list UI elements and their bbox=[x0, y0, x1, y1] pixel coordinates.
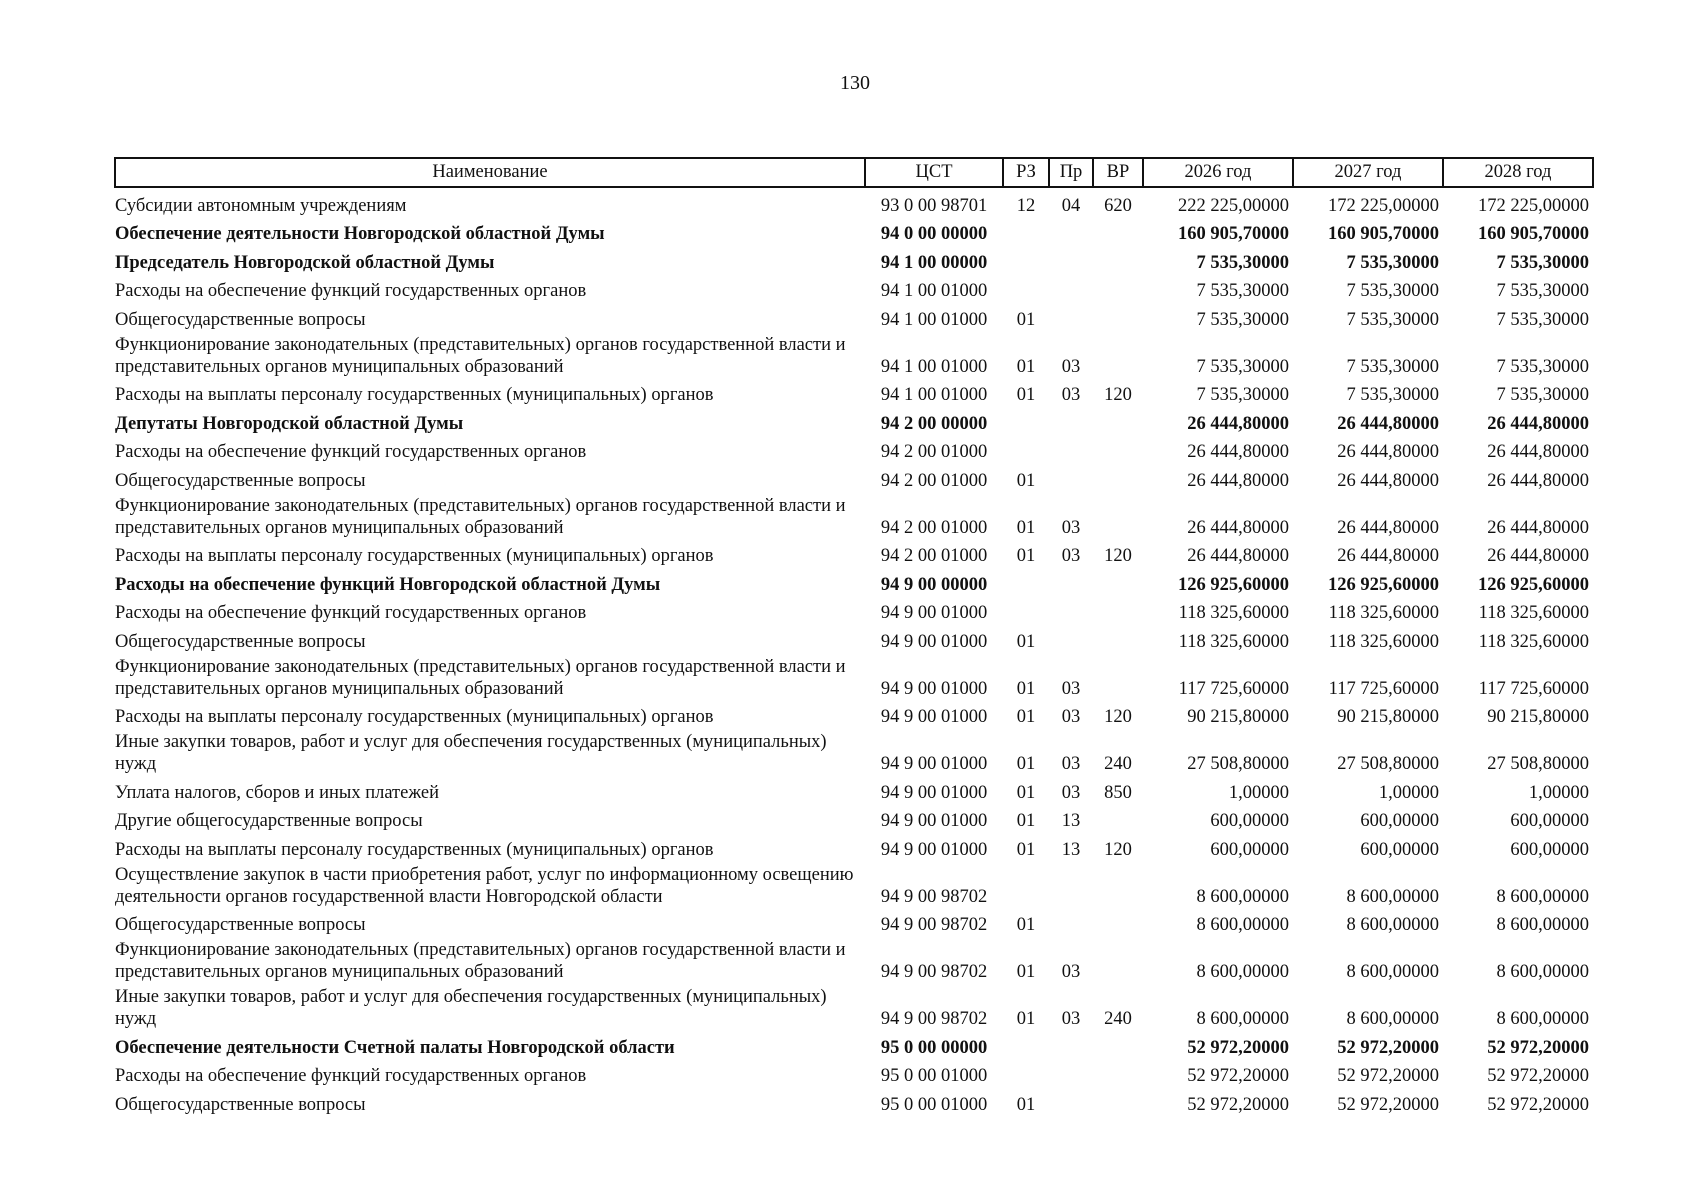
cell-pr bbox=[1049, 406, 1093, 435]
cell-2027: 7 535,30000 bbox=[1346, 281, 1439, 301]
table-row bbox=[115, 936, 1593, 983]
cell-name: Расходы на обеспечение функций государственных органов bbox=[115, 442, 587, 462]
table-row bbox=[115, 302, 1593, 331]
cell-2027: 1,00000 bbox=[1378, 782, 1439, 803]
cell-cst: 95 0 00 00000 bbox=[880, 1037, 988, 1058]
cell-2028: 172 225,00000 bbox=[1478, 195, 1589, 216]
cell-2028: 7 535,30000 bbox=[1496, 356, 1589, 377]
table-row bbox=[115, 700, 1593, 729]
cell-2026: 7 535,30000 bbox=[1196, 356, 1289, 377]
cell-rz bbox=[1003, 1059, 1049, 1088]
cell-cst: 94 1 00 00000 bbox=[880, 252, 988, 273]
cell-cst: 94 9 00 98702 bbox=[880, 915, 988, 935]
cell-rz: 01 bbox=[1016, 517, 1036, 538]
cell-cst: 94 9 00 01000 bbox=[880, 782, 988, 803]
cell-pr bbox=[1049, 624, 1093, 653]
cell-2026: 160 905,70000 bbox=[1178, 224, 1289, 244]
table-row bbox=[115, 832, 1593, 861]
cell-2028: 118 325,60000 bbox=[1478, 603, 1589, 623]
cell-cst: 94 2 00 00000 bbox=[880, 413, 988, 434]
cell-2026: 600,00000 bbox=[1210, 811, 1289, 831]
cell-2027: 600,00000 bbox=[1360, 811, 1439, 831]
cell-name: Субсидии автономным учреждениям bbox=[115, 195, 407, 216]
cell-2028: 7 535,30000 bbox=[1496, 309, 1589, 330]
budget-table bbox=[114, 157, 1594, 1116]
header-2028: 2028 год bbox=[1443, 158, 1593, 187]
cell-pr bbox=[1049, 1030, 1093, 1059]
cell-2026: 117 725,60000 bbox=[1178, 678, 1289, 699]
cell-cst: 94 9 00 98702 bbox=[880, 886, 988, 907]
cell-pr: 03 bbox=[1061, 678, 1081, 699]
cell-vr bbox=[1093, 936, 1143, 983]
cell-pr bbox=[1049, 274, 1093, 303]
cell-name: Расходы на обеспечение функций государственных органов bbox=[115, 603, 587, 623]
cell-pr bbox=[1049, 217, 1093, 246]
table-row bbox=[115, 406, 1593, 435]
cell-name: Функционирование законодательных (представительных) органов государственной власти и представительных органов муниципальных образований bbox=[115, 940, 846, 982]
cell-2026: 7 535,30000 bbox=[1196, 309, 1289, 330]
cell-2028: 52 972,20000 bbox=[1487, 1066, 1589, 1086]
page-number: 130 bbox=[840, 72, 870, 94]
cell-vr: 850 bbox=[1104, 782, 1132, 803]
cell-2028: 90 215,80000 bbox=[1487, 707, 1589, 727]
cell-2026: 52 972,20000 bbox=[1187, 1037, 1289, 1058]
cell-vr bbox=[1093, 245, 1143, 274]
cell-pr: 13 bbox=[1061, 839, 1081, 860]
cell-cst: 94 9 00 01000 bbox=[880, 631, 988, 652]
cell-name: Обеспечение деятельности Новгородской областной Думы bbox=[115, 224, 605, 244]
cell-2028: 8 600,00000 bbox=[1496, 915, 1589, 935]
table-row bbox=[115, 435, 1593, 464]
cell-name: Функционирование законодательных (представительных) органов государственной власти и представительных органов муниципальных образований bbox=[115, 656, 846, 699]
cell-vr bbox=[1093, 653, 1143, 700]
cell-2027: 90 215,80000 bbox=[1337, 707, 1439, 727]
cell-pr: 03 bbox=[1061, 782, 1081, 803]
cell-vr: 120 bbox=[1104, 707, 1132, 727]
cell-cst: 94 9 00 00000 bbox=[880, 574, 988, 595]
cell-2026: 8 600,00000 bbox=[1196, 1009, 1289, 1029]
table-row bbox=[115, 624, 1593, 653]
table-row bbox=[115, 274, 1593, 303]
cell-cst: 94 9 00 01000 bbox=[880, 603, 988, 623]
cell-rz bbox=[1003, 596, 1049, 625]
cell-vr bbox=[1093, 435, 1143, 464]
cell-rz: 01 bbox=[1016, 915, 1036, 935]
cell-2026: 52 972,20000 bbox=[1187, 1066, 1289, 1086]
cell-2026: 222 225,00000 bbox=[1178, 195, 1289, 216]
cell-2026: 27 508,80000 bbox=[1187, 754, 1289, 774]
cell-name: Уплата налогов, сборов и иных платежей bbox=[115, 782, 440, 803]
header-rz: РЗ bbox=[1003, 158, 1049, 187]
cell-2028: 1,00000 bbox=[1528, 782, 1589, 803]
cell-rz bbox=[1003, 217, 1049, 246]
cell-2027: 27 508,80000 bbox=[1337, 754, 1439, 774]
cell-2028: 26 444,80000 bbox=[1487, 470, 1589, 491]
cell-name: Депутаты Новгородской областной Думы bbox=[115, 413, 464, 434]
cell-rz: 01 bbox=[1016, 678, 1036, 699]
cell-2028: 160 905,70000 bbox=[1478, 224, 1589, 244]
table-header-row bbox=[115, 158, 1593, 187]
cell-2026: 26 444,80000 bbox=[1187, 442, 1289, 462]
cell-vr: 240 bbox=[1104, 1009, 1132, 1029]
table-row bbox=[115, 861, 1593, 908]
cell-vr bbox=[1093, 463, 1143, 492]
cell-pr: 03 bbox=[1061, 754, 1081, 774]
cell-vr bbox=[1093, 331, 1143, 378]
cell-2026: 118 325,60000 bbox=[1178, 603, 1289, 623]
cell-vr bbox=[1093, 624, 1143, 653]
table-row bbox=[115, 245, 1593, 274]
header-name: Наименование bbox=[115, 158, 865, 187]
table-row bbox=[115, 1030, 1593, 1059]
cell-2027: 7 535,30000 bbox=[1346, 309, 1439, 330]
table-row bbox=[115, 331, 1593, 378]
cell-rz bbox=[1003, 406, 1049, 435]
cell-2027: 8 600,00000 bbox=[1346, 1009, 1439, 1029]
table-row bbox=[115, 463, 1593, 492]
cell-rz: 01 bbox=[1016, 707, 1036, 727]
cell-name: Функционирование законодательных (представительных) органов государственной власти и представительных органов муниципальных образований bbox=[115, 495, 846, 538]
cell-2027: 26 444,80000 bbox=[1337, 546, 1439, 566]
cell-2028: 600,00000 bbox=[1510, 839, 1589, 860]
cell-name: Расходы на выплаты персоналу государственных (муниципальных) органов bbox=[115, 707, 714, 727]
cell-vr bbox=[1093, 567, 1143, 596]
cell-name: Общегосударственные вопросы bbox=[115, 470, 366, 491]
cell-2028: 52 972,20000 bbox=[1487, 1037, 1589, 1058]
cell-2027: 8 600,00000 bbox=[1346, 962, 1439, 982]
cell-2027: 8 600,00000 bbox=[1346, 886, 1439, 907]
table-row bbox=[115, 378, 1593, 407]
header-2027: 2027 год bbox=[1293, 158, 1443, 187]
cell-2027: 118 325,60000 bbox=[1328, 603, 1439, 623]
cell-cst: 94 1 00 01000 bbox=[880, 356, 988, 377]
table-row bbox=[115, 775, 1593, 804]
cell-pr bbox=[1049, 1059, 1093, 1088]
cell-pr bbox=[1049, 463, 1093, 492]
cell-pr bbox=[1049, 596, 1093, 625]
cell-name: Общегосударственные вопросы bbox=[115, 309, 366, 330]
cell-2027: 26 444,80000 bbox=[1337, 442, 1439, 462]
table-row bbox=[115, 492, 1593, 539]
cell-vr: 120 bbox=[1104, 546, 1132, 566]
cell-cst: 94 9 00 98702 bbox=[880, 962, 988, 982]
cell-2027: 126 925,60000 bbox=[1328, 574, 1439, 595]
cell-cst: 94 2 00 01000 bbox=[880, 517, 988, 538]
cell-2026: 8 600,00000 bbox=[1196, 886, 1289, 907]
cell-pr: 03 bbox=[1061, 546, 1081, 566]
cell-name: Обеспечение деятельности Счетной палаты Новгородской области bbox=[115, 1037, 675, 1058]
cell-2028: 118 325,60000 bbox=[1478, 631, 1589, 652]
cell-2028: 8 600,00000 bbox=[1496, 962, 1589, 982]
cell-pr bbox=[1049, 245, 1093, 274]
cell-2028: 26 444,80000 bbox=[1487, 546, 1589, 566]
cell-2027: 26 444,80000 bbox=[1337, 517, 1439, 538]
header-cst: ЦСТ bbox=[865, 158, 1003, 187]
cell-rz: 01 bbox=[1016, 356, 1036, 377]
cell-2028: 600,00000 bbox=[1510, 811, 1589, 831]
cell-cst: 94 2 00 01000 bbox=[880, 470, 988, 491]
cell-2027: 117 725,60000 bbox=[1328, 678, 1439, 699]
cell-cst: 94 9 00 01000 bbox=[880, 678, 988, 699]
cell-vr bbox=[1093, 1087, 1143, 1116]
table-body bbox=[115, 187, 1593, 1116]
cell-pr: 03 bbox=[1061, 1009, 1081, 1029]
cell-2026: 126 925,60000 bbox=[1178, 574, 1289, 595]
cell-pr: 03 bbox=[1061, 356, 1081, 377]
cell-cst: 94 1 00 01000 bbox=[880, 309, 988, 330]
cell-pr: 03 bbox=[1061, 517, 1081, 538]
cell-2027: 7 535,30000 bbox=[1346, 252, 1439, 273]
header-2026: 2026 год bbox=[1143, 158, 1293, 187]
table-row bbox=[115, 908, 1593, 937]
table-row bbox=[115, 217, 1593, 246]
cell-2026: 26 444,80000 bbox=[1187, 546, 1289, 566]
cell-2026: 52 972,20000 bbox=[1187, 1094, 1289, 1115]
cell-cst: 94 1 00 01000 bbox=[880, 281, 988, 301]
cell-2026: 118 325,60000 bbox=[1178, 631, 1289, 652]
table-row bbox=[115, 539, 1593, 568]
cell-name: Председатель Новгородской областной Думы bbox=[115, 252, 495, 273]
cell-pr: 03 bbox=[1061, 707, 1081, 727]
table-row bbox=[115, 1087, 1593, 1116]
cell-vr bbox=[1093, 406, 1143, 435]
cell-name: Другие общегосударственные вопросы bbox=[115, 811, 423, 831]
cell-vr bbox=[1093, 1059, 1143, 1088]
cell-rz: 01 bbox=[1016, 754, 1036, 774]
cell-2027: 8 600,00000 bbox=[1346, 915, 1439, 935]
cell-2028: 26 444,80000 bbox=[1487, 413, 1589, 434]
cell-pr: 13 bbox=[1061, 811, 1081, 831]
cell-2026: 26 444,80000 bbox=[1187, 413, 1289, 434]
cell-vr bbox=[1093, 274, 1143, 303]
cell-rz: 01 bbox=[1016, 631, 1036, 652]
table-row bbox=[115, 1059, 1593, 1088]
cell-2028: 27 508,80000 bbox=[1487, 754, 1589, 774]
cell-name: Расходы на выплаты персоналу государственных (муниципальных) органов bbox=[115, 385, 714, 405]
cell-rz: 01 bbox=[1016, 309, 1036, 330]
cell-2026: 7 535,30000 bbox=[1196, 281, 1289, 301]
cell-2027: 160 905,70000 bbox=[1328, 224, 1439, 244]
cell-cst: 95 0 00 01000 bbox=[880, 1066, 988, 1086]
cell-rz: 01 bbox=[1016, 1009, 1036, 1029]
table-row bbox=[115, 983, 1593, 1030]
cell-2026: 26 444,80000 bbox=[1187, 517, 1289, 538]
cell-2027: 26 444,80000 bbox=[1337, 470, 1439, 491]
cell-rz: 01 bbox=[1016, 385, 1036, 405]
cell-2026: 26 444,80000 bbox=[1187, 470, 1289, 491]
cell-rz: 01 bbox=[1016, 782, 1036, 803]
cell-rz bbox=[1003, 245, 1049, 274]
cell-cst: 94 1 00 01000 bbox=[880, 385, 988, 405]
cell-2026: 7 535,30000 bbox=[1196, 252, 1289, 273]
cell-vr bbox=[1093, 804, 1143, 833]
cell-pr bbox=[1049, 861, 1093, 908]
cell-name: Общегосударственные вопросы bbox=[115, 1094, 366, 1115]
cell-name: Расходы на обеспечение функций государственных органов bbox=[115, 1066, 587, 1086]
cell-pr bbox=[1049, 435, 1093, 464]
cell-rz bbox=[1003, 861, 1049, 908]
cell-2027: 26 444,80000 bbox=[1337, 413, 1439, 434]
cell-2027: 7 535,30000 bbox=[1346, 385, 1439, 405]
cell-2028: 52 972,20000 bbox=[1487, 1094, 1589, 1115]
cell-2026: 7 535,30000 bbox=[1196, 385, 1289, 405]
cell-cst: 94 9 00 98702 bbox=[880, 1009, 988, 1029]
cell-2028: 117 725,60000 bbox=[1478, 678, 1589, 699]
cell-name: Расходы на обеспечение функций Новгородской областной Думы bbox=[115, 574, 661, 595]
cell-pr: 04 bbox=[1061, 195, 1081, 216]
cell-vr bbox=[1093, 217, 1143, 246]
cell-rz bbox=[1003, 1030, 1049, 1059]
cell-cst: 94 2 00 01000 bbox=[880, 546, 988, 566]
cell-cst: 93 0 00 98701 bbox=[880, 195, 988, 216]
cell-cst: 95 0 00 01000 bbox=[880, 1094, 988, 1115]
cell-cst: 94 2 00 01000 bbox=[880, 442, 988, 462]
cell-rz bbox=[1003, 274, 1049, 303]
cell-name: Общегосударственные вопросы bbox=[115, 631, 366, 652]
cell-2026: 8 600,00000 bbox=[1196, 962, 1289, 982]
cell-rz: 01 bbox=[1016, 962, 1036, 982]
cell-rz: 01 bbox=[1016, 839, 1036, 860]
cell-2028: 8 600,00000 bbox=[1496, 1009, 1589, 1029]
cell-2026: 90 215,80000 bbox=[1187, 707, 1289, 727]
cell-2028: 7 535,30000 bbox=[1496, 252, 1589, 273]
cell-2027: 7 535,30000 bbox=[1346, 356, 1439, 377]
table-row bbox=[115, 567, 1593, 596]
cell-name: Общегосударственные вопросы bbox=[115, 915, 366, 935]
cell-2028: 8 600,00000 bbox=[1496, 886, 1589, 907]
cell-pr bbox=[1049, 1087, 1093, 1116]
cell-2027: 172 225,00000 bbox=[1328, 195, 1439, 216]
table-row bbox=[115, 187, 1593, 217]
cell-pr: 03 bbox=[1061, 962, 1081, 982]
cell-2027: 52 972,20000 bbox=[1337, 1066, 1439, 1086]
cell-2028: 7 535,30000 bbox=[1496, 281, 1589, 301]
cell-2028: 7 535,30000 bbox=[1496, 385, 1589, 405]
cell-name: Функционирование законодательных (представительных) органов государственной власти и представительных органов муниципальных образований bbox=[115, 334, 846, 377]
cell-2028: 26 444,80000 bbox=[1487, 442, 1589, 462]
cell-rz bbox=[1003, 435, 1049, 464]
cell-cst: 94 9 00 01000 bbox=[880, 754, 988, 774]
table-row bbox=[115, 653, 1593, 700]
cell-vr bbox=[1093, 596, 1143, 625]
cell-2027: 600,00000 bbox=[1360, 839, 1439, 860]
cell-vr bbox=[1093, 492, 1143, 539]
table-row bbox=[115, 728, 1593, 775]
cell-name: Иные закупки товаров, работ и услуг для обеспечения государственных (муниципальных) нужд bbox=[115, 732, 827, 774]
cell-pr bbox=[1049, 908, 1093, 937]
cell-2027: 52 972,20000 bbox=[1337, 1094, 1439, 1115]
cell-pr bbox=[1049, 567, 1093, 596]
cell-cst: 94 0 00 00000 bbox=[880, 224, 988, 244]
cell-2027: 52 972,20000 bbox=[1337, 1037, 1439, 1058]
cell-rz: 01 bbox=[1016, 546, 1036, 566]
table-row bbox=[115, 596, 1593, 625]
cell-rz: 01 bbox=[1016, 1094, 1036, 1115]
cell-name: Расходы на выплаты персоналу государственных (муниципальных) органов bbox=[115, 546, 714, 566]
cell-2026: 8 600,00000 bbox=[1196, 915, 1289, 935]
cell-vr bbox=[1093, 908, 1143, 937]
cell-rz: 12 bbox=[1016, 195, 1036, 216]
cell-vr bbox=[1093, 861, 1143, 908]
cell-rz bbox=[1003, 567, 1049, 596]
cell-vr: 240 bbox=[1104, 754, 1132, 774]
table-row bbox=[115, 804, 1593, 833]
cell-2026: 600,00000 bbox=[1210, 839, 1289, 860]
cell-vr: 620 bbox=[1104, 195, 1132, 216]
cell-vr bbox=[1093, 1030, 1143, 1059]
cell-name: Расходы на выплаты персоналу государственных (муниципальных) органов bbox=[115, 839, 714, 860]
cell-name: Расходы на обеспечение функций государственных органов bbox=[115, 281, 587, 301]
cell-2028: 26 444,80000 bbox=[1487, 517, 1589, 538]
cell-cst: 94 9 00 01000 bbox=[880, 707, 988, 727]
cell-2028: 126 925,60000 bbox=[1478, 574, 1589, 595]
cell-cst: 94 9 00 01000 bbox=[880, 839, 988, 860]
header-pr: Пр bbox=[1049, 158, 1093, 187]
cell-vr bbox=[1093, 302, 1143, 331]
cell-vr: 120 bbox=[1104, 385, 1132, 405]
cell-vr: 120 bbox=[1104, 839, 1132, 860]
cell-2027: 118 325,60000 bbox=[1328, 631, 1439, 652]
cell-pr: 03 bbox=[1061, 385, 1081, 405]
cell-rz: 01 bbox=[1016, 811, 1036, 831]
cell-cst: 94 9 00 01000 bbox=[880, 811, 988, 831]
cell-2026: 1,00000 bbox=[1228, 782, 1289, 803]
cell-name: Иные закупки товаров, работ и услуг для обеспечения государственных (муниципальных) нужд bbox=[115, 987, 827, 1029]
cell-rz: 01 bbox=[1016, 470, 1036, 491]
cell-pr bbox=[1049, 302, 1093, 331]
header-vr: ВР bbox=[1093, 158, 1143, 187]
cell-name: Осуществление закупок в части приобретения работ, услуг по информационному освещению деятельности органов государственной власти Новгородской области bbox=[115, 864, 854, 907]
